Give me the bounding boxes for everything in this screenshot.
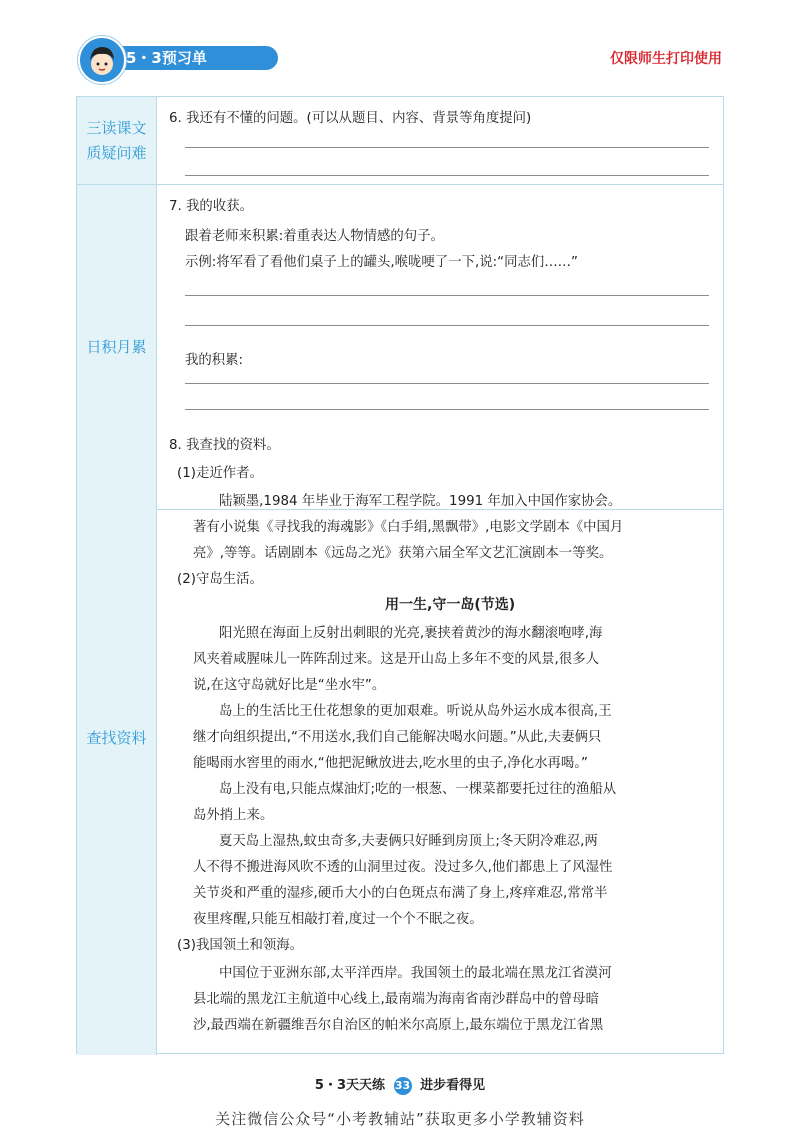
- subheading: (1)走近作者。: [177, 466, 263, 481]
- mascot-icon: [78, 36, 126, 84]
- text-line: 我的积累:: [185, 353, 244, 368]
- section-research: [77, 422, 723, 1055]
- paragraph-line: 夜里疼醒,只能互相敲打着,度过一个个不眠之夜。: [193, 912, 483, 927]
- paragraph-line: 风夹着咸腥味儿一阵阵刮过来。这是开山岛上多年不变的风景,很多人: [193, 652, 599, 667]
- paragraph-line: 夏天岛上湿热,蚊虫奇多,夫妻俩只好睡到房顶上;冬天阴冷难忍,两: [219, 834, 598, 849]
- label-line-1: 三读课文: [86, 118, 147, 137]
- paragraph-line: 能喝雨水窖里的雨水,“他把泥鳅放进去,吃水里的虫子,净化水再喝。”: [193, 756, 588, 771]
- article-title: 用一生,守一岛(节选): [385, 597, 516, 613]
- question-6: 6. 我还有不懂的问题。(可以从题目、内容、背景等角度提问): [169, 111, 532, 126]
- paragraph-line: 人不得不搬进海风吹不透的山洞里过夜。没过多久,他们都患上了风湿性: [193, 860, 613, 875]
- paragraph-line: 沙,最西端在新疆维吾尔自治区的帕米尔高原上,最东端位于黑龙江省黑: [193, 1018, 604, 1033]
- answer-line[interactable]: [185, 409, 709, 410]
- answer-line[interactable]: [185, 147, 709, 148]
- paragraph-line: 继才向组织提出,“不用送水,我们自己能解决喝水问题。”从此,夫妻俩只: [193, 730, 602, 745]
- answer-line[interactable]: [185, 175, 709, 176]
- label-line-2: 质疑问难: [86, 143, 147, 162]
- question-7: 7. 我的收获。: [169, 199, 253, 214]
- paragraph-line: 中国位于亚洲东部,太平洋西岸。我国领土的最北端在黑龙江省漠河: [219, 966, 612, 981]
- paragraph-line: 亮》,等等。话剧剧本《远岛之光》获第六届全军文艺汇演剧本一等奖。: [193, 546, 613, 561]
- text-line: 跟着老师来积累:着重表达人物情感的句子。: [185, 229, 444, 244]
- paragraph-line: 岛上的生活比王仕花想象的更加艰难。听说从岛外运水成本很高,王: [219, 704, 612, 719]
- paragraph-line: 关节炎和严重的湿疹,硬币大小的白色斑点布满了身上,疼痒难忍,常常半: [193, 886, 608, 901]
- footer: [0, 1074, 800, 1095]
- subheading: (3)我国领土和领海。: [177, 938, 304, 953]
- paragraph-line: 县北端的黑龙江主航道中心线上,最南端为海南省南沙群岛中的曾母暗: [193, 992, 599, 1007]
- text-line: 示例:将军看了看他们桌子上的罐头,喉咙哽了一下,说:“同志们……”: [185, 255, 578, 270]
- paragraph-line: 著有小说集《寻找我的海魂影》《白手绢,黑飘带》,电影文学剧本《中国月: [193, 520, 624, 535]
- paragraph-line: 说,在这守岛就好比是“坐水牢”。: [193, 678, 386, 693]
- footer-left: 5・3天天练: [314, 1078, 385, 1093]
- answer-line[interactable]: [185, 325, 709, 326]
- section-label-accumulate: 日积月累: [77, 185, 157, 509]
- paragraph-line: 阳光照在海面上反射出刺眼的光亮,裹挟着黄沙的海水翻滚咆哮,海: [219, 626, 603, 641]
- section-label-research: 查找资料: [77, 422, 157, 1055]
- footer-right: 进步看得见: [420, 1078, 486, 1093]
- paragraph-line: 岛上没有电,只能点煤油灯;吃的一根葱、一棵菜都要托过往的渔船从: [219, 782, 617, 797]
- header-badge: [78, 42, 238, 74]
- answer-line[interactable]: [185, 295, 709, 296]
- question-8: 8. 我查找的资料。: [169, 438, 280, 453]
- paragraph-line: 岛外捎上来。: [193, 808, 274, 823]
- subheading: (2)守岛生活。: [177, 572, 263, 587]
- badge-label: 5・3预习单: [108, 46, 278, 70]
- print-note: 仅限师生打印使用: [610, 51, 722, 67]
- paragraph-line: 陆颖墨,1984 年毕业于海军工程学院。1991 年加入中国作家协会。: [219, 494, 622, 509]
- answer-line[interactable]: [185, 383, 709, 384]
- preview-table: [76, 96, 724, 1054]
- page-number: 33: [394, 1077, 412, 1095]
- section-label-questions: [77, 97, 157, 184]
- section-questions: [77, 97, 723, 185]
- bottom-note: 关注微信公众号“小考教辅站”获取更多小学教辅资料: [215, 1110, 585, 1128]
